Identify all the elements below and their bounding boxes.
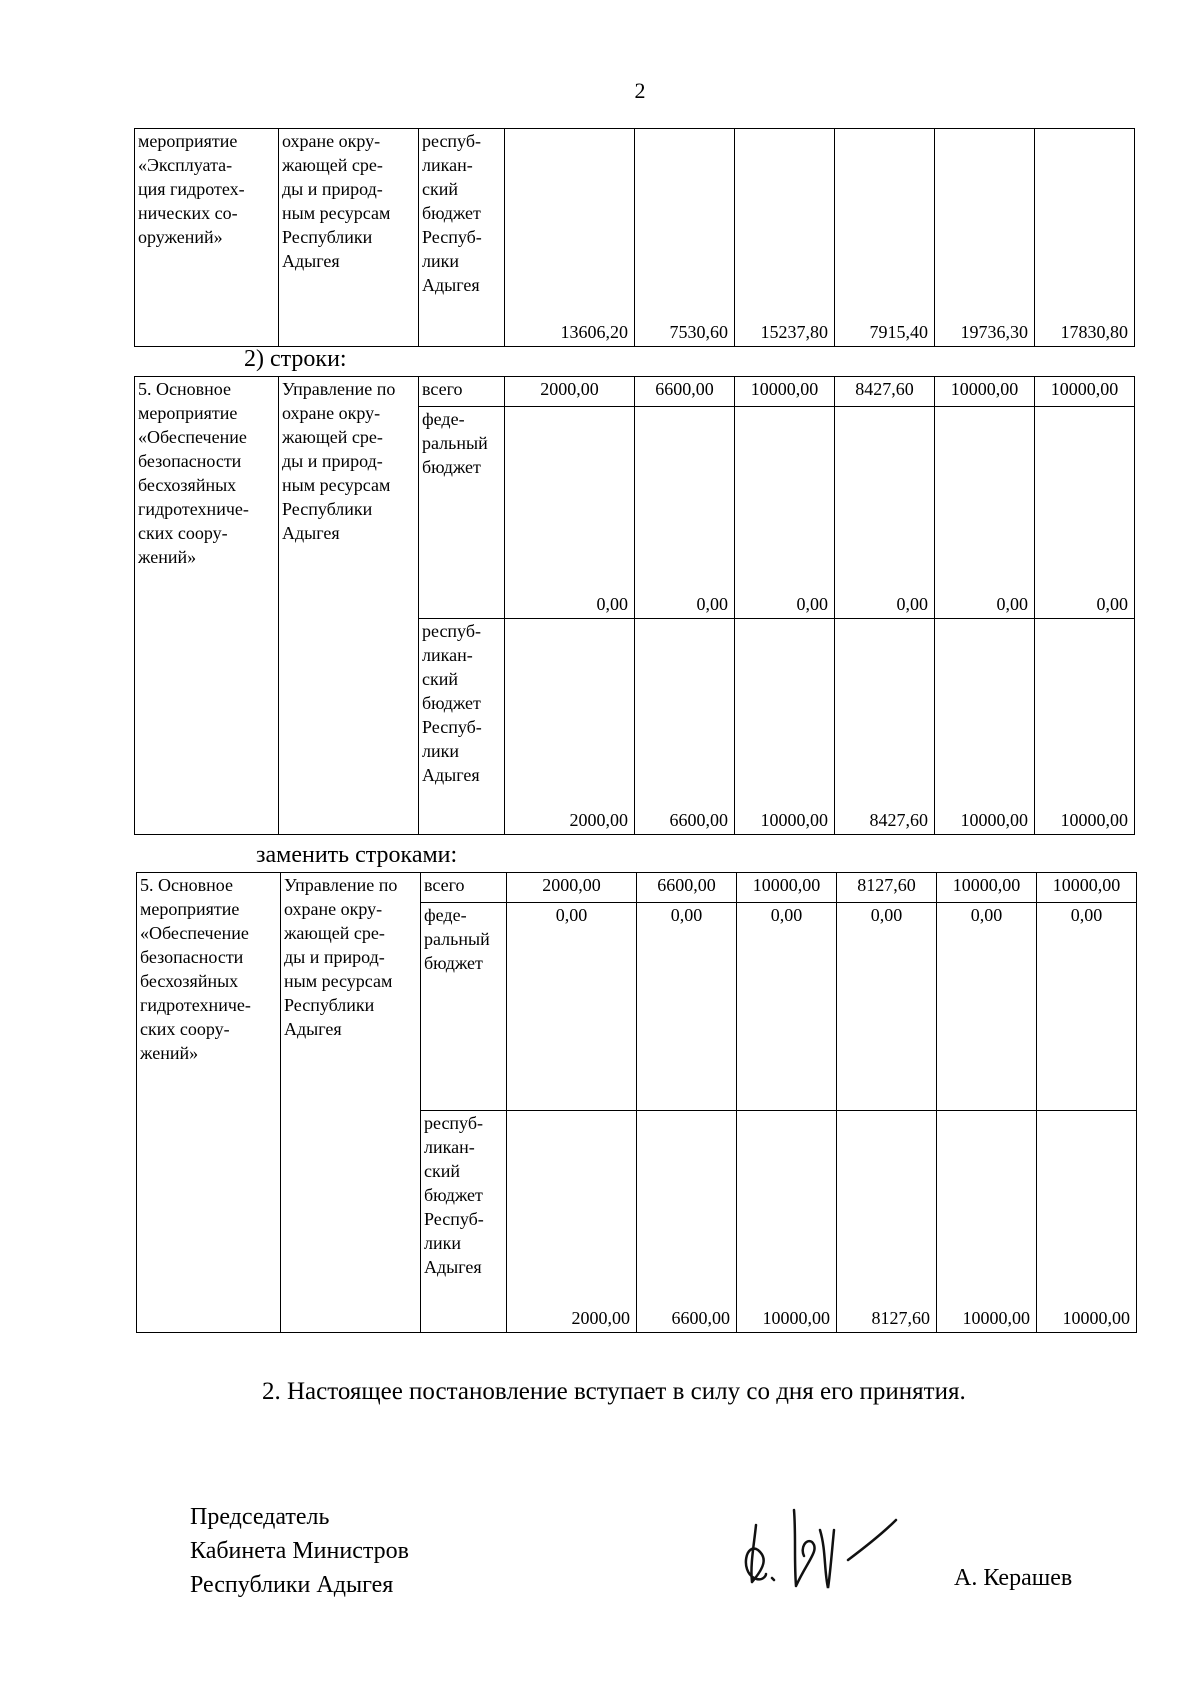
table-row [135,129,1135,347]
source-cell: респуб- ликан- ский бюджет Респуб- лики Адыгея [419,129,505,347]
rows-label: 2) строки: [244,346,347,372]
value-cell: 8127,60 [837,873,937,903]
value-cell: 2000,00 [505,619,635,835]
federal-label: феде- ральный бюджет [421,903,507,1111]
table-continuation [134,128,1135,347]
value-cell: 2000,00 [505,377,635,407]
republic-label: респуб- ликан- ский бюджет Респуб- лики Адыгея [421,1111,507,1333]
value-cell: 7915,40 [835,129,935,347]
value-cell: 0,00 [505,407,635,619]
event-name-cell: 5. Основное мероприятие «Обеспечение безопасности бесхозяйных гидротехниче- ских соору- жений» [137,873,281,1333]
signatory-name: А. Керашев [954,1565,1073,1591]
value-cell: 10000,00 [935,377,1035,407]
replace-label: заменить строками: [256,842,458,868]
value-cell: 10000,00 [1035,377,1135,407]
executor-cell: Управление по охране окру- жающей сре- ды и природ- ным ресурсам Республики Адыгея [279,377,419,835]
value-cell: 6600,00 [635,619,735,835]
value-cell: 10000,00 [937,1111,1037,1333]
value-cell: 15237,80 [735,129,835,347]
signatory-position: Председатель Кабинета Министров Республики Адыгея [190,1504,409,1598]
handwritten-signature [736,1490,926,1600]
value-cell: 0,00 [935,407,1035,619]
total-label: всего [419,377,505,407]
value-cell: 10000,00 [737,1111,837,1333]
table-row [135,377,1135,407]
republic-label: респуб- ликан- ский бюджет Респуб- лики Адыгея [419,619,505,835]
value-cell: 10000,00 [937,873,1037,903]
federal-label: феде- ральный бюджет [419,407,505,619]
value-cell: 2000,00 [507,873,637,903]
value-cell: 6600,00 [635,377,735,407]
value-cell: 8427,60 [835,377,935,407]
value-cell: 6600,00 [637,1111,737,1333]
value-cell: 10000,00 [935,619,1035,835]
value-cell: 0,00 [507,903,637,1111]
value-cell: 17830,80 [1035,129,1135,347]
value-cell: 0,00 [737,903,837,1111]
value-cell: 0,00 [1037,903,1137,1111]
value-cell: 8127,60 [837,1111,937,1333]
value-cell: 0,00 [835,407,935,619]
value-cell: 2000,00 [507,1111,637,1333]
value-cell: 7530,60 [635,129,735,347]
value-cell: 0,00 [837,903,937,1111]
value-cell: 0,00 [635,407,735,619]
event-name-cell: мероприятие «Эксплуата- ция гидротех- нических со- оружений» [135,129,279,347]
value-cell: 0,00 [637,903,737,1111]
total-label: всего [421,873,507,903]
page-number: 2 [634,78,646,103]
executor-cell: Управление по охране окру- жающей сре- ды и природ- ным ресурсам Республики Адыгея [281,873,421,1333]
value-cell: 0,00 [735,407,835,619]
executor-cell: охране окру- жающей сре- ды и природ- ным ресурсам Республики Адыгея [279,129,419,347]
value-cell: 19736,30 [935,129,1035,347]
value-cell: 10000,00 [1035,619,1135,835]
value-cell: 10000,00 [1037,873,1137,903]
value-cell: 10000,00 [735,619,835,835]
paragraph-2: 2. Настоящее постановление вступает в силу со дня его принятия. [262,1378,966,1405]
value-cell: 8427,60 [835,619,935,835]
value-cell: 10000,00 [735,377,835,407]
table-new-rows [136,872,1137,1333]
table-old-rows [134,376,1135,835]
value-cell: 6600,00 [637,873,737,903]
value-cell: 10000,00 [737,873,837,903]
value-cell: 0,00 [937,903,1037,1111]
value-cell: 13606,20 [505,129,635,347]
value-cell: 10000,00 [1037,1111,1137,1333]
event-name-cell: 5. Основное мероприятие «Обеспечение безопасности бесхозяйных гидротехниче- ских соору- жений» [135,377,279,835]
table-row [137,873,1137,903]
value-cell: 0,00 [1035,407,1135,619]
